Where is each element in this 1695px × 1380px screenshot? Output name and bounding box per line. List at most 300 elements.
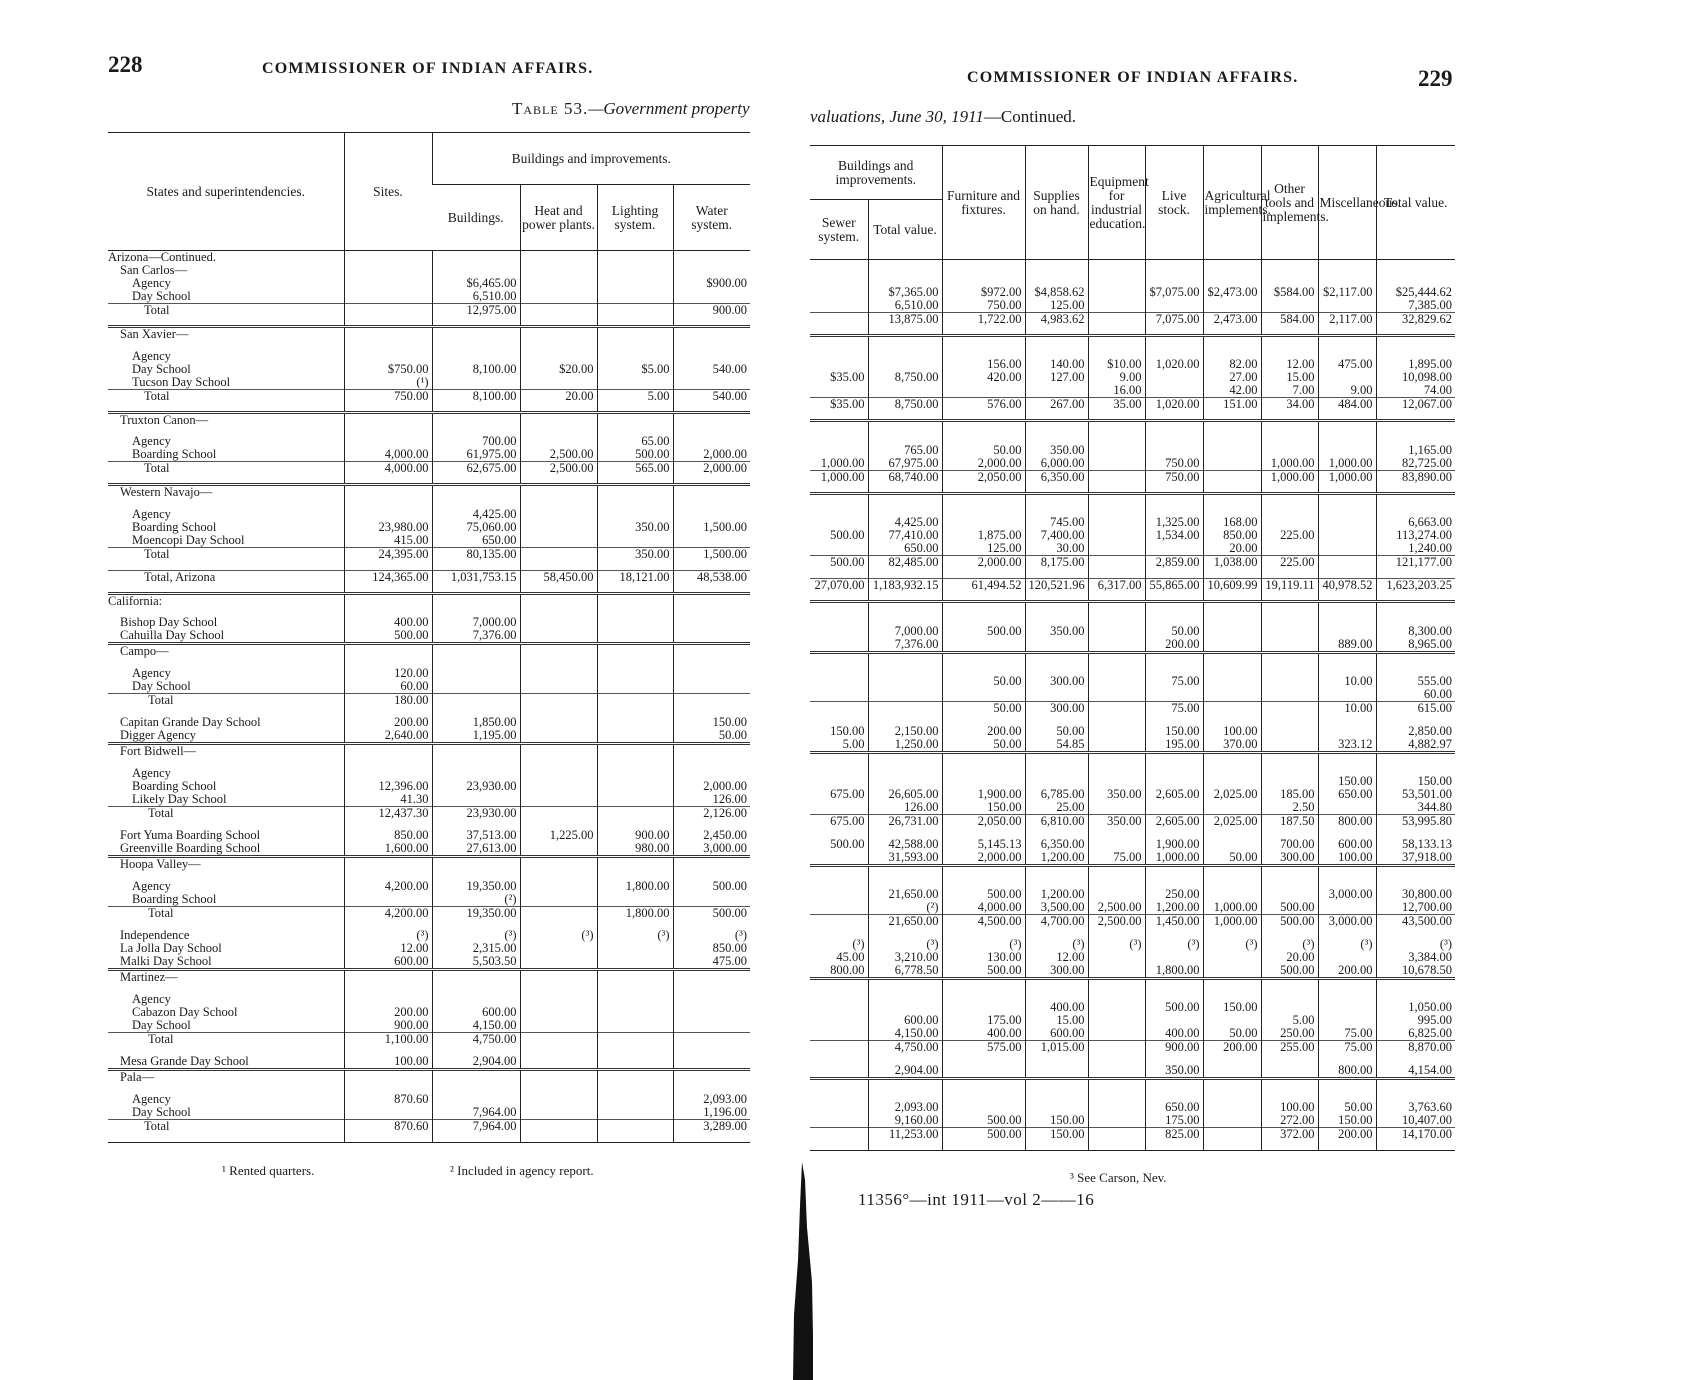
table-cell — [673, 485, 750, 508]
table-cell — [520, 327, 597, 350]
table-cell — [1088, 675, 1145, 688]
table-cell: 2.50 — [1261, 801, 1318, 815]
table-cell — [344, 412, 432, 435]
table-cell — [344, 508, 432, 521]
table-cell: 31,593.00 — [868, 851, 942, 866]
table-cell: 225.00 — [1261, 556, 1318, 579]
table-cell: 745.00 — [1025, 516, 1088, 529]
table-cell — [942, 421, 1025, 444]
table-continued: —Continued. — [983, 107, 1077, 126]
table-cell — [1088, 335, 1145, 358]
table-cell — [868, 1078, 942, 1101]
table-row — [108, 508, 750, 521]
table-cell: 350.00 — [1025, 444, 1088, 457]
table-cell — [1203, 702, 1261, 725]
table-cell — [432, 1093, 520, 1106]
table-cell: 150.00 — [1318, 1114, 1376, 1128]
table-cell: 600.00 — [1318, 838, 1376, 851]
table-cell — [1261, 273, 1318, 286]
table-cell — [1025, 652, 1088, 675]
table-cell: 100.00 — [1318, 851, 1376, 866]
table-cell: 2,025.00 — [1203, 788, 1261, 801]
col-header-bi-total: Total value. — [868, 200, 942, 260]
row-label: Bishop Day School — [120, 616, 218, 629]
table-cell — [810, 1114, 868, 1128]
table-cell — [1088, 312, 1145, 335]
table-cell: 1,200.00 — [1145, 901, 1203, 915]
table-cell: 61,494.52 — [942, 579, 1025, 602]
table-cell: $35.00 — [810, 398, 868, 421]
table-row — [108, 264, 750, 277]
table-cell — [1376, 273, 1455, 286]
table-cell — [520, 693, 597, 716]
row-label: Western Navajo— — [108, 485, 344, 508]
table-cell: 200.00 — [942, 725, 1025, 738]
table-cell — [1088, 865, 1145, 888]
table-row — [108, 842, 750, 857]
table-cell — [1145, 978, 1203, 1001]
row-label: Agency — [132, 435, 171, 448]
table-cell — [1318, 542, 1376, 556]
table-cell — [597, 680, 673, 694]
table-cell: 35.00 — [1088, 398, 1145, 421]
table-cell: (²) — [432, 893, 520, 907]
table-cell — [520, 629, 597, 644]
table-cell: 21,650.00 — [868, 915, 942, 938]
table-cell — [942, 1101, 1025, 1114]
table-cell — [673, 593, 750, 616]
table-row — [108, 570, 750, 593]
table-row — [108, 857, 750, 880]
row-label: California: — [108, 593, 344, 616]
table-cell: 1,000.00 — [1318, 470, 1376, 493]
table-cell — [597, 716, 673, 729]
table-cell: 250.00 — [1261, 1027, 1318, 1041]
table-cell — [1203, 1101, 1261, 1114]
table-cell — [344, 857, 432, 880]
table-cell — [1261, 493, 1318, 516]
table-cell: 6,000.00 — [1025, 457, 1088, 471]
table-cell: 1,000.00 — [810, 470, 868, 493]
table-cell: 75,060.00 — [432, 521, 520, 534]
table-cell: 150.00 — [942, 801, 1025, 815]
table-cell — [597, 251, 673, 265]
table-cell — [1318, 371, 1376, 384]
table-cell — [1318, 260, 1376, 273]
row-label: Agency — [132, 879, 171, 893]
table-cell: 13,875.00 — [868, 312, 942, 335]
table-cell: 26,605.00 — [868, 788, 942, 801]
table-cell: 1,600.00 — [344, 842, 432, 857]
table-cell — [1261, 688, 1318, 702]
table-cell: 27,070.00 — [810, 579, 868, 602]
table-cell: 3,210.00 — [868, 951, 942, 964]
table-cell: 60.00 — [344, 680, 432, 694]
table-cell: 2,450.00 — [673, 829, 750, 842]
table-cell: 43,500.00 — [1376, 915, 1455, 938]
table-cell — [1261, 260, 1318, 273]
table-cell — [1376, 260, 1455, 273]
table-cell: 11,253.00 — [868, 1128, 942, 1151]
table-cell: 870.60 — [344, 1119, 432, 1142]
table-cell: 500.00 — [1261, 964, 1318, 979]
table-cell: 344.80 — [1376, 801, 1455, 815]
table-cell: 5.00 — [842, 737, 865, 751]
table-cell: 75.00 — [1318, 1041, 1376, 1064]
table-cell — [1203, 1078, 1261, 1101]
row-label: Malki Day School — [120, 955, 212, 968]
table-cell: 62,675.00 — [432, 462, 520, 485]
table-cell — [1145, 273, 1203, 286]
table-row — [108, 629, 750, 644]
table-cell — [868, 978, 942, 1001]
table-cell — [673, 667, 750, 680]
table-cell: 30,800.00 — [1376, 888, 1455, 901]
table-cell — [673, 767, 750, 780]
row-label: Total — [108, 693, 344, 716]
col-header-buildings: Buildings. — [432, 185, 520, 251]
table-cell — [1203, 865, 1261, 888]
table-cell — [520, 667, 597, 680]
table-cell: 58,450.00 — [520, 570, 597, 593]
table-cell — [520, 304, 597, 327]
table-row — [810, 470, 1455, 493]
table-cell: 650.00 — [868, 542, 942, 556]
col-header-supplies: Supplies on hand. — [1025, 146, 1088, 260]
table-cell: 200.00 — [344, 1006, 432, 1019]
row-label: Total — [108, 906, 344, 929]
table-cell — [1025, 493, 1088, 516]
table-cell — [1376, 652, 1455, 675]
table-cell: 1,875.00 — [942, 529, 1025, 542]
table-row — [810, 865, 1455, 888]
table-cell — [942, 335, 1025, 358]
table-cell — [1145, 444, 1203, 457]
table-cell — [1088, 775, 1145, 788]
table-cell — [432, 793, 520, 807]
table-cell: 10,609.99 — [1203, 579, 1261, 602]
table-cell: 1,500.00 — [673, 547, 750, 570]
table-row — [810, 951, 1455, 964]
table-cell: 82,485.00 — [868, 556, 942, 579]
table-cell: 1,450.00 — [1145, 915, 1203, 938]
table-cell: 150.00 — [830, 724, 865, 738]
table-cell: 1,534.00 — [1145, 529, 1203, 542]
row-label: Likely Day School — [132, 792, 227, 806]
table-cell — [520, 251, 597, 265]
table-cell — [810, 542, 868, 556]
table-cell — [1145, 951, 1203, 964]
table-cell — [597, 767, 673, 780]
table-cell: 1,000.00 — [1261, 457, 1318, 471]
table-row — [108, 1032, 750, 1055]
table-cell — [810, 901, 868, 915]
table-cell — [673, 693, 750, 716]
table-cell: 650.00 — [1145, 1101, 1203, 1114]
col-header-sewer: Sewer system. — [810, 200, 868, 260]
table-cell: 82,725.00 — [1376, 457, 1455, 471]
table-cell: 700.00 — [432, 435, 520, 448]
table-cell: 1,850.00 — [432, 716, 520, 729]
table-row — [810, 312, 1455, 335]
table-cell: $2,117.00 — [1318, 286, 1376, 299]
table-cell — [1088, 556, 1145, 579]
table-cell — [942, 752, 1025, 775]
row-label: Mesa Grande Day School — [120, 1055, 249, 1068]
table-cell — [432, 1070, 520, 1093]
table-cell: 180.00 — [344, 693, 432, 716]
table-cell: 6,785.00 — [1025, 788, 1088, 801]
table-cell — [597, 376, 673, 390]
table-cell — [520, 780, 597, 793]
table-cell — [1145, 865, 1203, 888]
table-cell — [520, 1119, 597, 1142]
table-cell: 350.00 — [1088, 815, 1145, 838]
printer-imprint: 11356°—int 1911—vol 2——16 — [858, 1190, 1095, 1209]
table-cell: 255.00 — [1261, 1041, 1318, 1064]
table-cell — [432, 857, 520, 880]
table-row — [810, 978, 1455, 1001]
table-cell — [1203, 964, 1261, 979]
table-cell: 50.00 — [942, 675, 1025, 688]
table-cell — [1318, 516, 1376, 529]
table-cell: 125.00 — [942, 542, 1025, 556]
table-cell — [597, 857, 673, 880]
table-cell: 500.00 — [942, 964, 1025, 979]
table-row — [810, 1041, 1455, 1064]
table-cell — [868, 421, 942, 444]
table-cell: 889.00 — [1318, 638, 1376, 653]
table-cell — [1318, 335, 1376, 358]
table-cell: 1,900.00 — [942, 788, 1025, 801]
table-cell: 12,975.00 — [432, 304, 520, 327]
table-cell: 12.00 — [344, 942, 432, 955]
table-cell — [520, 729, 597, 744]
table-cell — [520, 1019, 597, 1033]
table-cell — [1088, 421, 1145, 444]
table-cell — [1261, 725, 1318, 738]
table-cell — [1203, 775, 1261, 788]
table-cell: 6,810.00 — [1025, 815, 1088, 838]
table-cell: $5.00 — [597, 363, 673, 376]
table-cell — [344, 350, 432, 363]
table-cell: 300.00 — [1025, 964, 1088, 979]
table-cell — [1088, 951, 1145, 964]
table-cell: 700.00 — [1261, 838, 1318, 851]
table-cell: 1,895.00 — [1376, 358, 1455, 371]
table-cell: 150.00 — [1318, 775, 1376, 788]
table-cell: $4,858.62 — [1025, 286, 1088, 299]
table-cell — [673, 1019, 750, 1033]
table-cell — [1145, 260, 1203, 273]
table-cell — [942, 602, 1025, 625]
col-header-live-stock: Live stock. — [1145, 146, 1203, 260]
table-cell: 19,119.11 — [1261, 579, 1318, 602]
table-cell — [597, 485, 673, 508]
table-cell: 225.00 — [1261, 529, 1318, 542]
table-cell: $35.00 — [830, 371, 865, 384]
row-label: Total — [108, 1032, 344, 1055]
table-cell — [1376, 335, 1455, 358]
table-cell — [673, 993, 750, 1006]
row-label: Campo— — [108, 644, 344, 667]
table-cell: 250.00 — [1145, 888, 1203, 901]
right-running-head: COMMISSIONER OF INDIAN AFFAIRS. — [967, 69, 1299, 86]
table-cell — [1088, 1041, 1145, 1064]
table-cell — [1318, 421, 1376, 444]
table-cell — [1145, 602, 1203, 625]
table-cell: 300.00 — [1261, 851, 1318, 866]
table-cell — [344, 744, 432, 767]
table-cell: 2,000.00 — [942, 556, 1025, 579]
table-cell: 600.00 — [1025, 1027, 1088, 1041]
table-row — [108, 667, 750, 680]
table-cell: 53,995.80 — [1376, 815, 1455, 838]
table-cell: 2,050.00 — [942, 470, 1025, 493]
table-cell: 1,000.00 — [1203, 915, 1261, 938]
table-cell: 2,904.00 — [432, 1055, 520, 1070]
table-cell: 2,605.00 — [1145, 788, 1203, 801]
table-cell: 32,829.62 — [1376, 312, 1455, 335]
table-cell: 1,250.00 — [868, 738, 942, 753]
row-label: Day School — [132, 1105, 191, 1119]
table-cell: 4,150.00 — [432, 1019, 520, 1033]
table-cell — [1088, 542, 1145, 556]
table-cell — [1261, 625, 1318, 638]
table-cell — [1145, 299, 1203, 313]
table-cell — [810, 1027, 868, 1041]
table-cell: 267.00 — [1025, 398, 1088, 421]
table-cell — [810, 865, 868, 888]
table-cell — [1318, 444, 1376, 457]
table-cell — [868, 384, 942, 398]
table-cell — [1088, 444, 1145, 457]
table-cell: 500.00 — [942, 1128, 1025, 1151]
table-cell — [810, 688, 868, 702]
table-row — [810, 579, 1455, 602]
table-cell: 1,623,203.25 — [1376, 579, 1455, 602]
table-cell: 825.00 — [1145, 1128, 1203, 1151]
row-label: Agency — [132, 766, 171, 780]
table-cell: 50.00 — [1318, 1101, 1376, 1114]
table-cell: 600.00 — [344, 955, 432, 970]
table-cell — [597, 644, 673, 667]
table-cell — [520, 547, 597, 570]
table-cell — [344, 767, 432, 780]
table-cell — [1318, 529, 1376, 542]
table-cell — [1088, 493, 1145, 516]
table-row — [108, 906, 750, 929]
table-cell: (³) — [1261, 938, 1318, 951]
table-cell: 1,165.00 — [1376, 444, 1455, 457]
table-cell — [432, 593, 520, 616]
table-row — [810, 260, 1455, 273]
table-cell — [1088, 652, 1145, 675]
row-label: Agency — [132, 507, 171, 521]
table-cell: 2,500.00 — [520, 448, 597, 462]
table-cell: 600.00 — [432, 1006, 520, 1019]
table-cell — [1145, 688, 1203, 702]
table-cell: 124,365.00 — [344, 570, 432, 593]
table-cell: 50.00 — [1203, 1027, 1261, 1041]
table-cell: 120.00 — [344, 667, 432, 680]
table-cell — [1318, 688, 1376, 702]
table-cell — [810, 493, 868, 516]
table-cell: 540.00 — [673, 389, 750, 412]
row-label: La Jolla Day School — [120, 942, 222, 955]
table-cell — [1318, 801, 1376, 815]
col-header-agricultural: Agricultural implements. — [1203, 146, 1261, 260]
table-cell: 45.00 — [836, 950, 865, 964]
table-cell: 7,385.00 — [1376, 299, 1455, 313]
table-cell — [810, 273, 868, 286]
table-cell — [520, 376, 597, 390]
table-cell — [520, 806, 597, 829]
table-cell — [1261, 335, 1318, 358]
table-cell: 6,350.00 — [1025, 838, 1088, 851]
col-header-buildings-group-right: Buildings and improvements. — [810, 146, 942, 200]
table-cell: 6,350.00 — [1025, 470, 1088, 493]
table-cell: 500.00 — [942, 888, 1025, 901]
row-label: Boarding School — [132, 520, 217, 534]
table-cell — [942, 865, 1025, 888]
table-cell — [432, 680, 520, 694]
table-cell: 1,900.00 — [1145, 838, 1203, 851]
table-cell: 6,317.00 — [1088, 579, 1145, 602]
table-row — [108, 1006, 750, 1019]
table-cell — [1261, 638, 1318, 653]
table-cell: (³) — [1145, 938, 1203, 951]
table-cell: 50.00 — [942, 702, 1025, 725]
table-cell — [1261, 516, 1318, 529]
table-cell — [1203, 273, 1261, 286]
table-cell — [810, 775, 868, 788]
col-header-sites: Sites. — [344, 133, 432, 251]
row-label: San Xavier— — [108, 327, 344, 350]
table-cell: 74.00 — [1376, 384, 1455, 398]
table-cell — [810, 602, 868, 625]
table-cell — [810, 1041, 868, 1064]
table-cell: (³) — [673, 929, 750, 942]
table-cell: 175.00 — [942, 1014, 1025, 1027]
table-cell — [432, 485, 520, 508]
table-cell — [1376, 421, 1455, 444]
table-row — [108, 829, 750, 842]
table-cell — [432, 693, 520, 716]
table-cell — [1203, 1064, 1261, 1079]
table-cell — [673, 290, 750, 304]
table-row — [810, 901, 1455, 915]
row-label: Agency — [132, 349, 171, 363]
table-cell — [520, 412, 597, 435]
table-cell — [520, 906, 597, 929]
table-cell: 150.00 — [1203, 1001, 1261, 1014]
table-cell: (³) — [852, 937, 865, 951]
table-cell: 6,510.00 — [868, 299, 942, 313]
table-cell: 156.00 — [942, 358, 1025, 371]
table-cell — [810, 1078, 868, 1101]
table-cell: 850.00 — [1203, 529, 1261, 542]
table-cell: 323.12 — [1318, 738, 1376, 753]
row-label: Total — [108, 806, 344, 829]
table-cell: 130.00 — [942, 951, 1025, 964]
table-cell: (¹) — [344, 376, 432, 390]
table-cell: 8,965.00 — [1376, 638, 1455, 653]
table-cell: 350.00 — [597, 521, 673, 534]
table-cell: 372.00 — [1261, 1128, 1318, 1151]
table-cell: 850.00 — [673, 942, 750, 955]
table-cell: 100.00 — [1203, 725, 1261, 738]
